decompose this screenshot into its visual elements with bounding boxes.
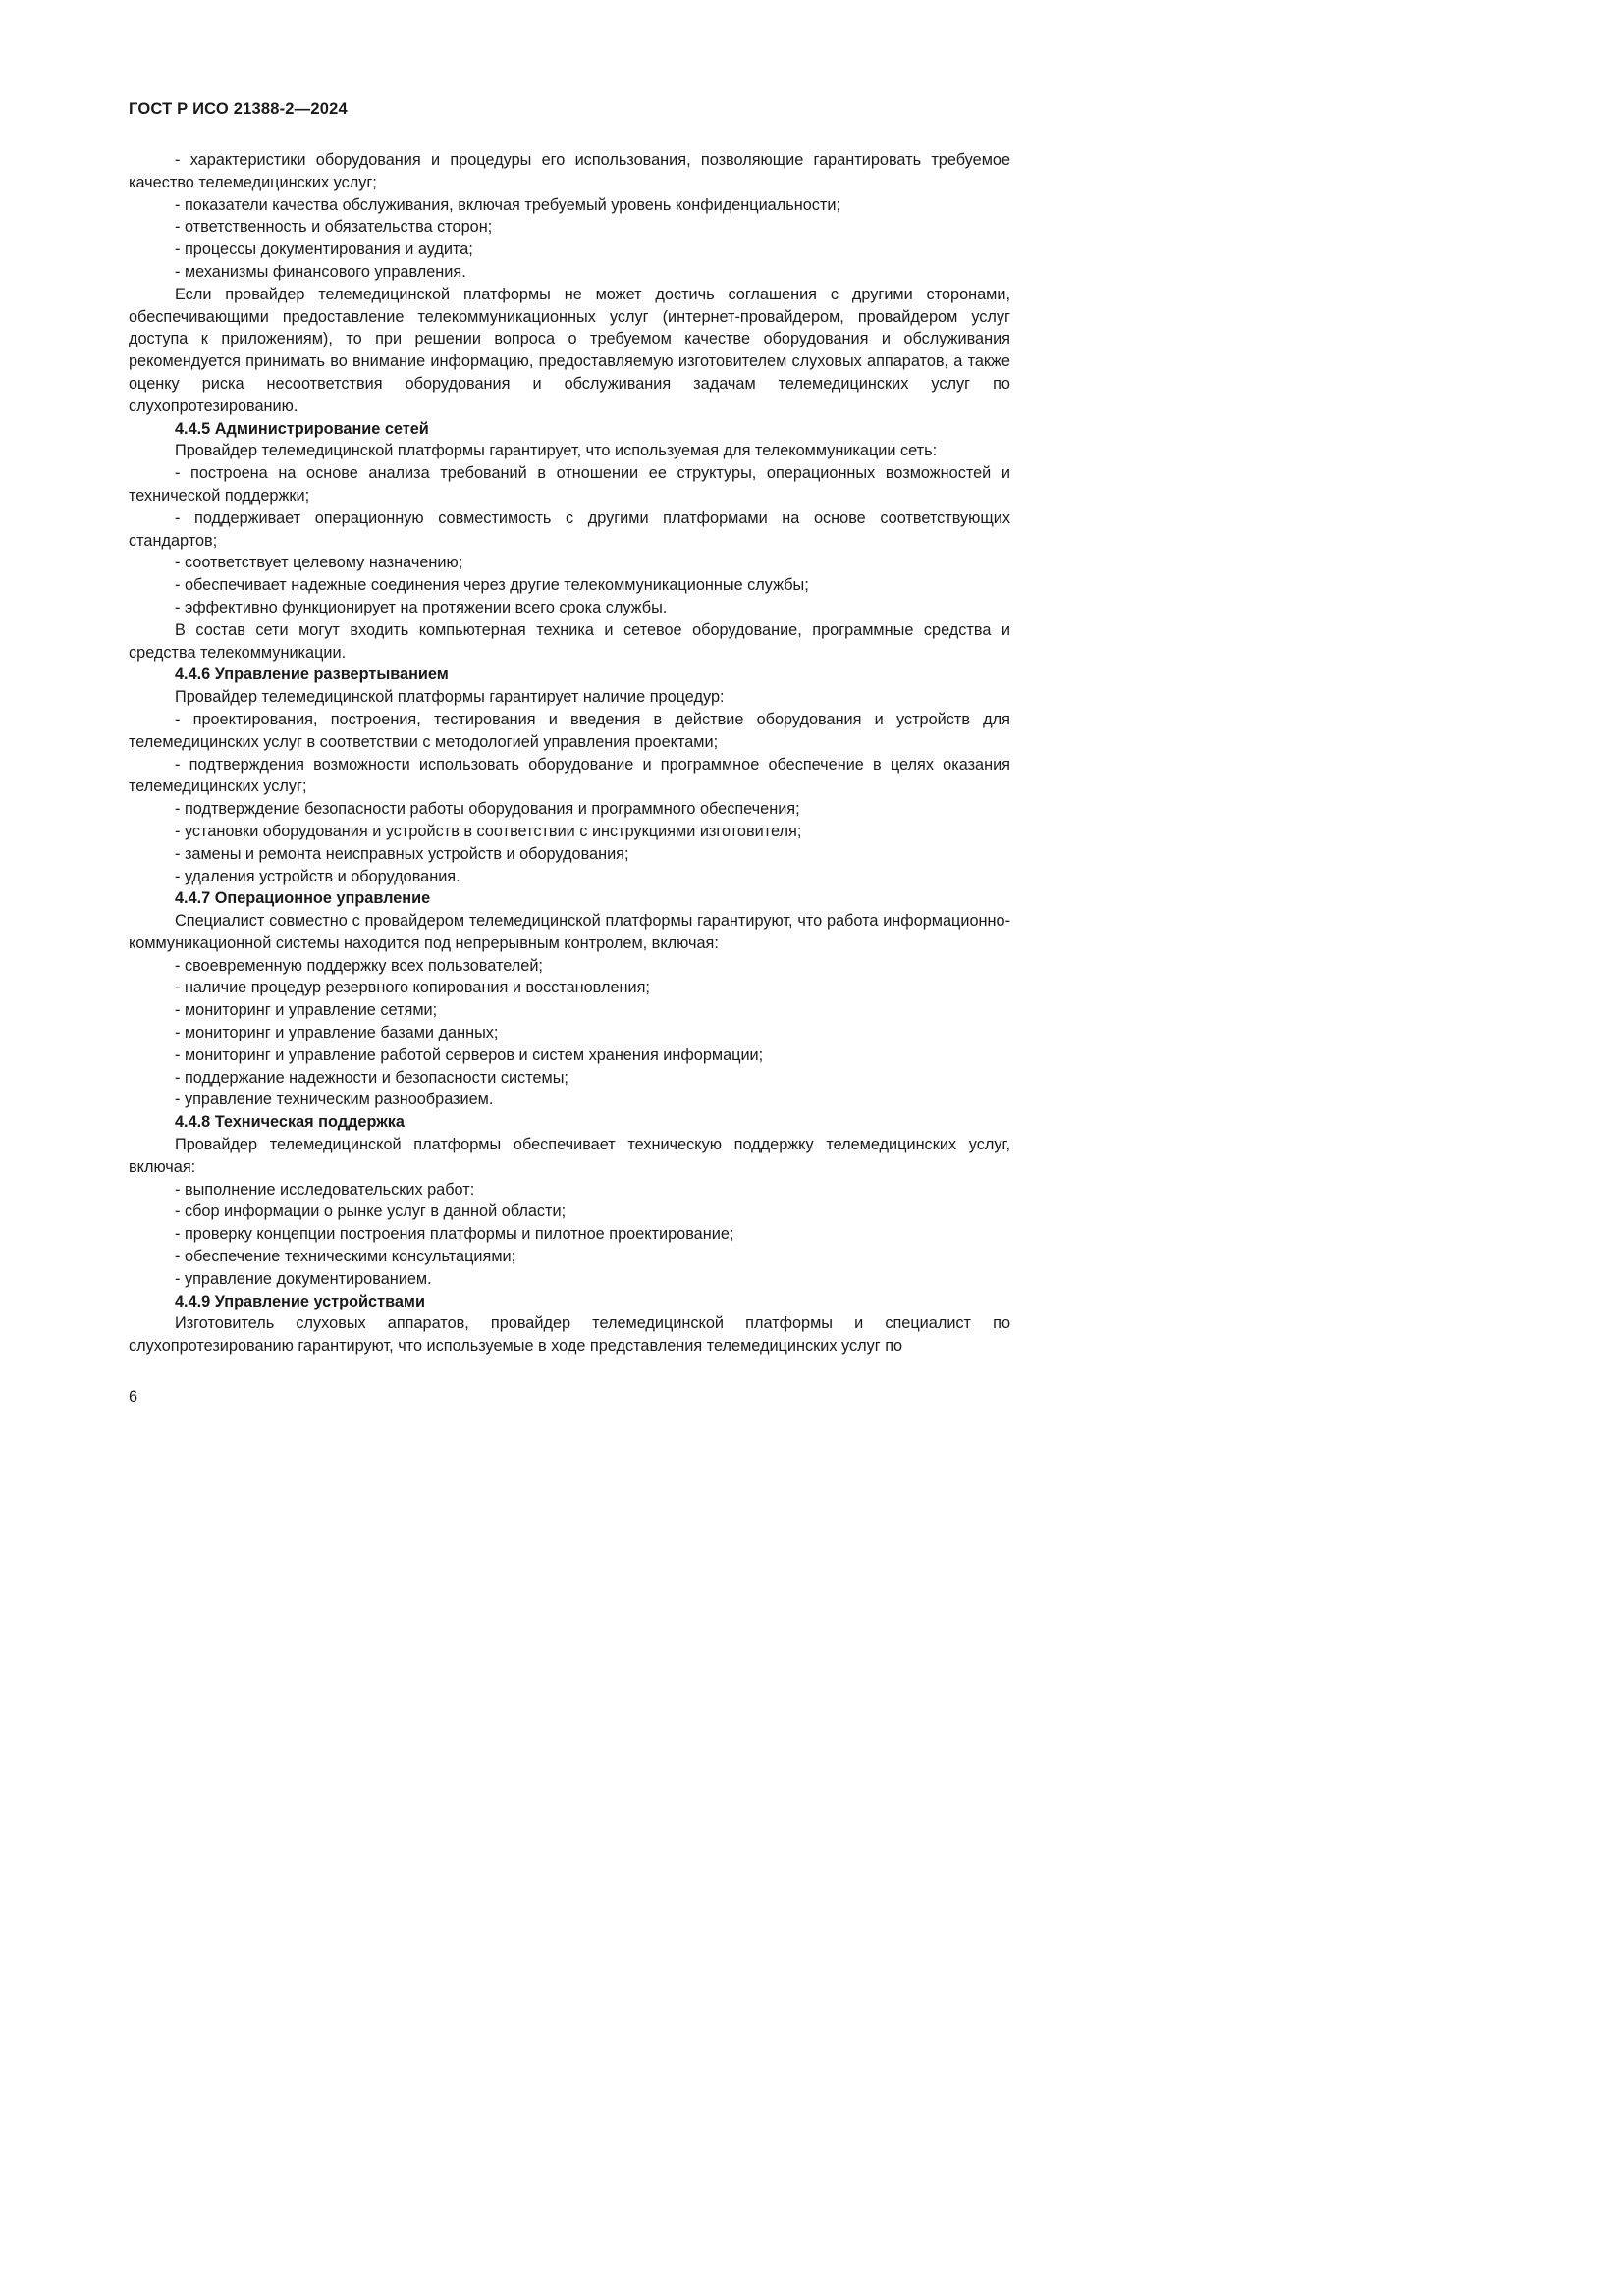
paragraph: Специалист совместно с провайдером телемедицинской платформы гарантируют, что работа информационно-коммуникационной системы находится под непрерывным контролем, включая:: [129, 912, 1010, 952]
paragraph: Провайдер телемедицинской платформы гарантирует, что используемая для телекоммуникации сеть:: [175, 442, 938, 460]
list-item: - процессы документирования и аудита;: [175, 240, 473, 259]
list-item: - сбор информации о рынке услуг в данной области;: [175, 1202, 567, 1221]
section-heading: 4.4.8 Техническая поддержка: [175, 1113, 405, 1132]
document-page: [0, 0, 1080, 1526]
list-item: - показатели качества обслуживания, включая требуемый уровень конфиденциальности;: [175, 195, 840, 214]
list-item: - замены и ремонта неисправных устройств и оборудования;: [175, 844, 629, 863]
list-item: - ответственность и обязательства сторон;: [175, 218, 493, 237]
list-item: - построена на основе анализа требований в отношении ее структуры, операционных возможностей и технической поддержки;: [129, 464, 1010, 505]
list-item: - проверку концепции построения платформы и пилотное проектирование;: [175, 1225, 734, 1244]
section-heading: 4.4.6 Управление развертыванием: [175, 666, 449, 684]
page-number: 6: [129, 1388, 138, 1406]
list-item: - поддерживает операционную совместимость с другими платформами на основе соответствующих стандартов;: [129, 508, 1010, 550]
list-item: - обеспечение техническими консультациями;: [175, 1248, 516, 1266]
list-item: - характеристики оборудования и процедуры его использования, позволяющие гарантировать требуемое качество телемедицинских услуг;: [129, 151, 1010, 191]
list-item: - поддержание надежности и безопасности системы;: [175, 1068, 568, 1087]
paragraph: Если провайдер телемедицинской платформы не может достичь соглашения с другими сторонами, обеспечивающими предоставление телекоммуникационных услуг (интернет-провайдером, провайдером услуг доступа к приложениям), то при решении вопроса о требуемом качестве оборудования и обслуживания рекомендуется принимать во внимание информацию, предоставляемую изготовителем слуховых аппаратов, а также оценку риска несоответствия оборудования и обслуживания задачам телемедицинских услуг по слухопротезированию.: [129, 285, 1010, 415]
paragraph: Изготовитель слуховых аппаратов, провайдер телемедицинской платформы и специалист по слухопротезированию гарантируют, что используемые в ходе представления телемедицинских услуг по: [129, 1314, 1010, 1356]
document-header-code: ГОСТ Р ИСО 21388-2—2024: [129, 100, 348, 118]
list-item: - эффективно функционирует на протяжении всего срока службы.: [175, 598, 668, 616]
list-item: - наличие процедур резервного копирования и восстановления;: [175, 979, 650, 997]
list-item: - управление техническим разнообразием.: [175, 1091, 494, 1109]
paragraph: Провайдер телемедицинской платформы обеспечивает техническую поддержку телемедицинских услуг, включая:: [129, 1136, 1010, 1176]
list-item: - обеспечивает надежные соединения через другие телекоммуникационные службы;: [175, 576, 809, 595]
list-item: - своевременную поддержку всех пользователей;: [175, 956, 543, 975]
list-item: - проектирования, построения, тестирования и введения в действие оборудования и устройств для телемедицинских услуг в соответствии с методологией управления проектами;: [129, 710, 1010, 751]
list-item: - установки оборудования и устройств в соответствии с инструкциями изготовителя;: [175, 822, 802, 840]
list-item: - механизмы финансового управления.: [175, 262, 466, 281]
list-item: - управление документированием.: [175, 1269, 432, 1288]
list-item: - мониторинг и управление сетями;: [175, 1001, 438, 1020]
list-item: - удаления устройств и оборудования.: [175, 867, 460, 885]
list-item: - выполнение исследовательских работ:: [175, 1180, 475, 1199]
list-item: - соответствует целевому назначению;: [175, 554, 463, 572]
list-item: - мониторинг и управление работой серверов и систем хранения информации;: [175, 1045, 764, 1064]
section-heading: 4.4.7 Операционное управление: [175, 889, 431, 908]
section-heading: 4.4.9 Управление устройствами: [175, 1292, 425, 1310]
section-heading: 4.4.5 Администрирование сетей: [175, 419, 429, 438]
list-item: - подтверждение безопасности работы оборудования и программного обеспечения;: [175, 800, 800, 819]
document-body: [129, 149, 1010, 1358]
paragraph: Провайдер телемедицинской платформы гарантирует наличие процедур:: [175, 688, 725, 707]
list-item: - подтверждения возможности использовать оборудование и программное обеспечение в целях оказания телемедицинских услуг;: [129, 755, 1010, 796]
paragraph: В состав сети могут входить компьютерная техника и сетевое оборудование, программные средства и средства телекоммуникации.: [129, 620, 1010, 662]
list-item: - мониторинг и управление базами данных;: [175, 1024, 499, 1042]
